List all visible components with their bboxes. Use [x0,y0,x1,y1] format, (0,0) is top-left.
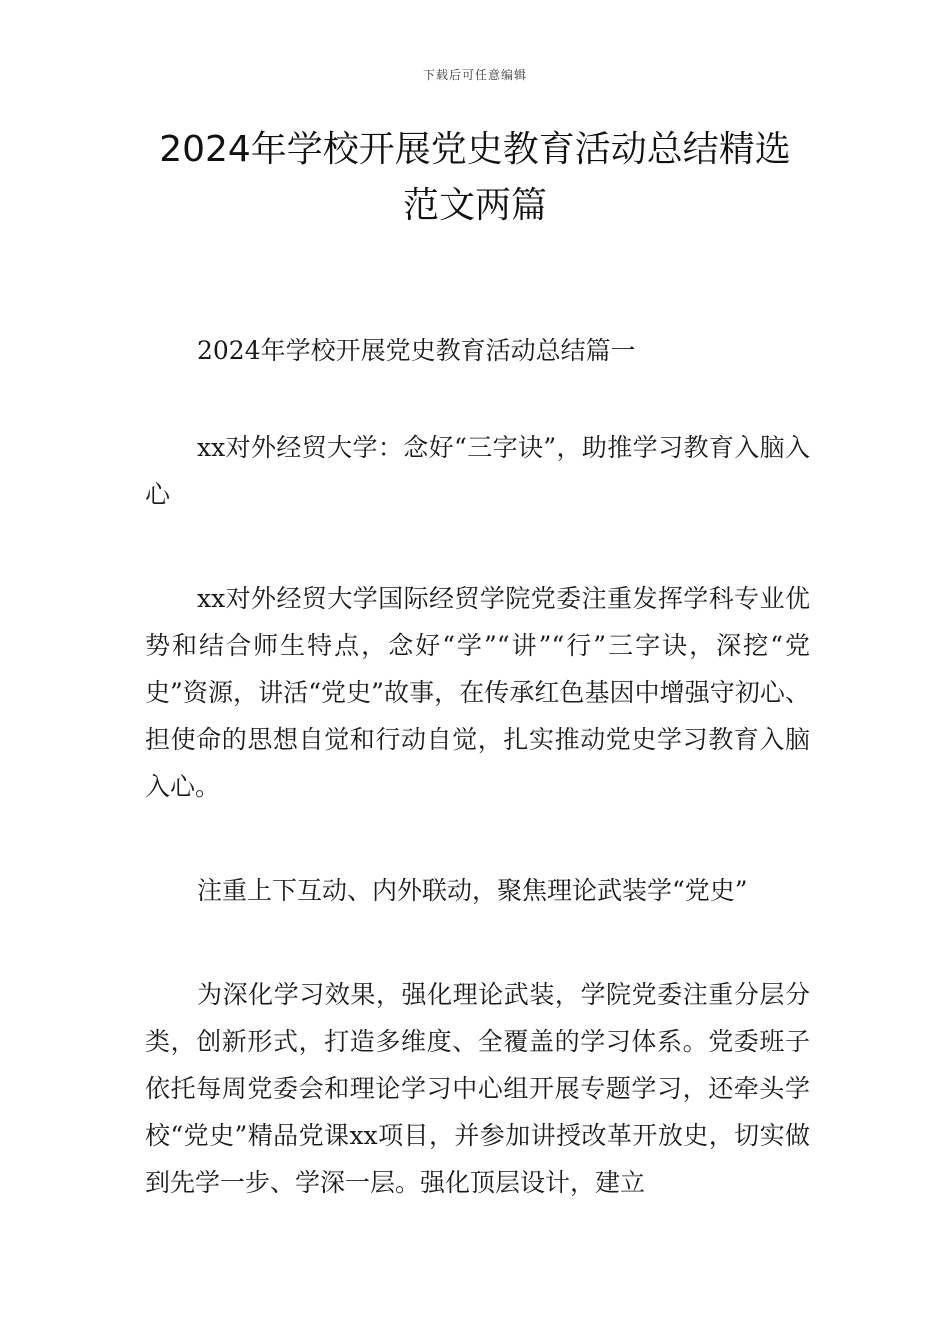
body-paragraph: 为深化学习效果，强化理论武装，学院党委注重分层分类，创新形式，打造多维度、全覆盖的学习体系。党委班子依托每周党委会和理论学习中心组开展专题学习，还牵头学校“党史”精品党课xx项目，并参加讲授改革开放史，切实做到先学一步、学深一层。强化顶层设计，建立 [145,980,810,1197]
section-heading-part-one: 2024年学校开展党史教育活动总结篇一 [197,336,636,365]
intro-paragraph: xx对外经贸大学国际经贸学院党委注重发挥学科专业优势和结合师生特点，念好“学”“讲”“行”三字诀，深挖“党史”资源，讲活“党史”故事，在传承红色基因中增强守初心、担使命的思想自觉和行动自觉，扎实推动党史学习教育入脑入心。 [145,584,810,801]
article-subtitle: xx对外经贸大学：念好“三字诀”，助推学习教育入脑入心 [145,433,810,509]
document-title: 2024年学校开展党史教育活动总结精选范文两篇 [159,129,791,226]
subsection-heading: 注重上下互动、内外联动，聚焦理论武装学“党史” [197,876,748,905]
header-note: 下载后可任意编辑 [422,68,527,82]
